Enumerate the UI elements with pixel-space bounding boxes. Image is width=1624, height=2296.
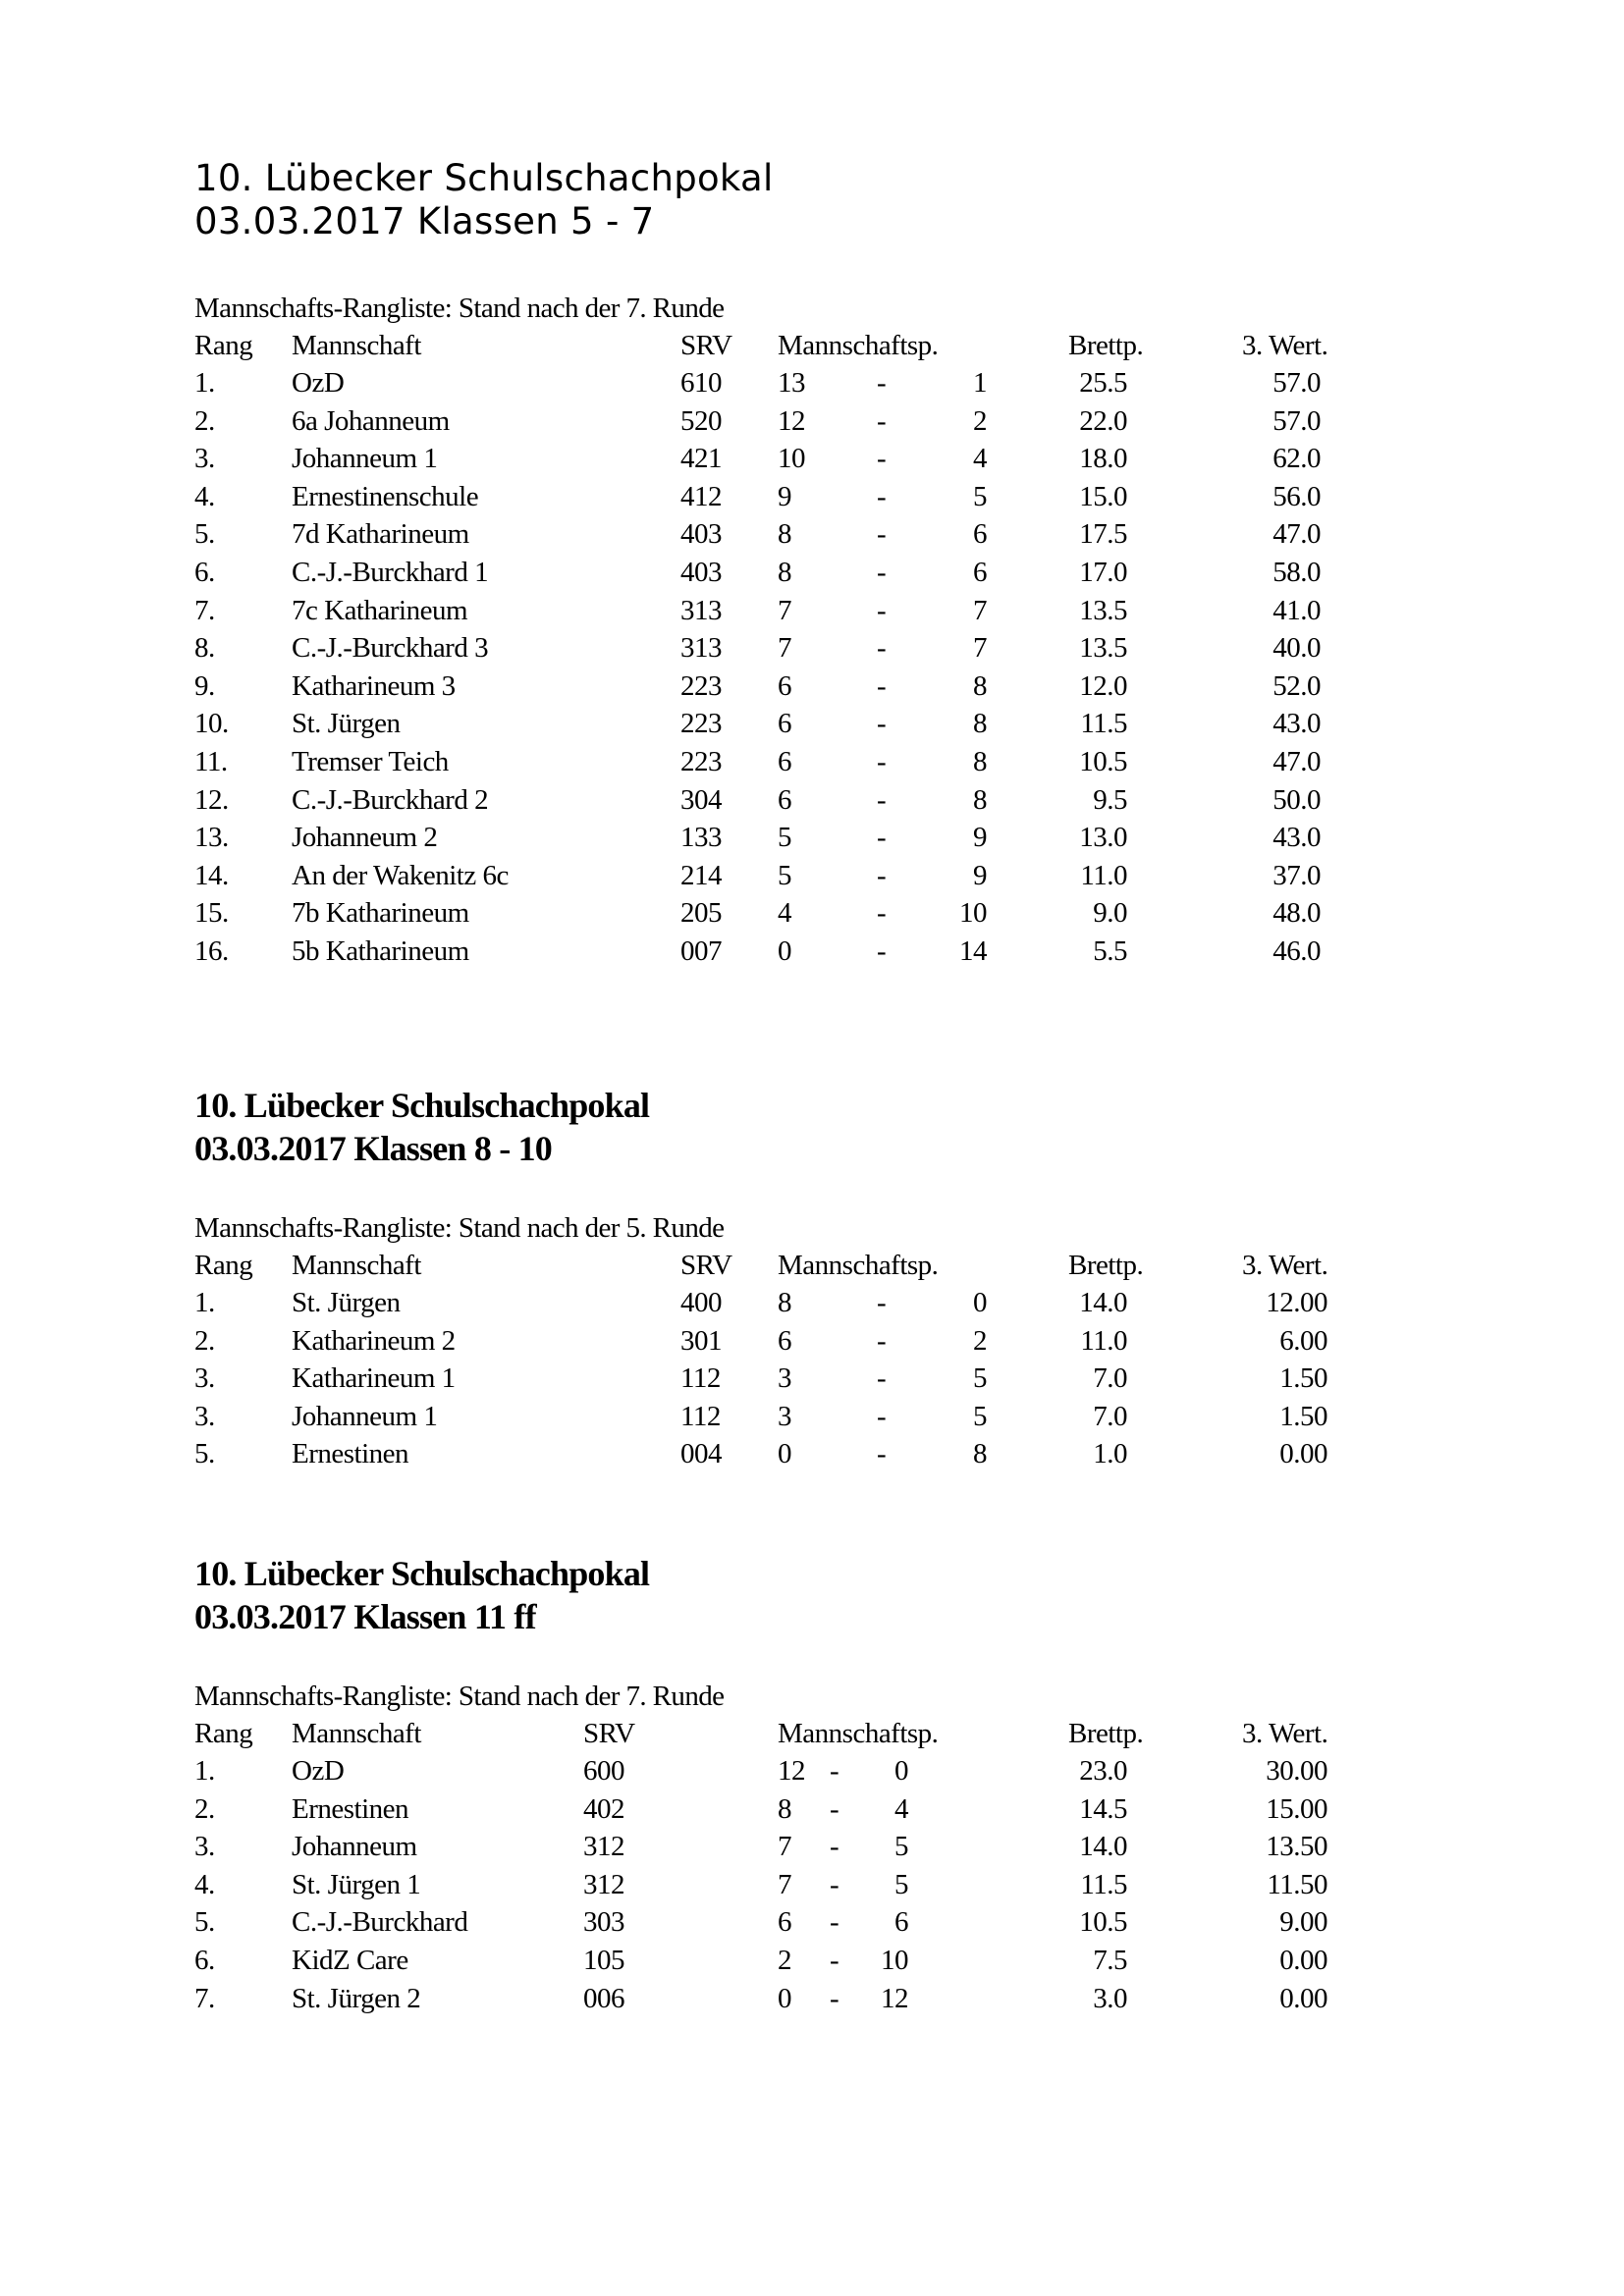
match-points-won-cell: 7 bbox=[778, 594, 791, 626]
team-name-cell: 5b Katharineum bbox=[292, 935, 469, 967]
table-row bbox=[0, 1360, 1624, 1397]
table-row bbox=[0, 933, 1624, 970]
match-points-won-cell: 8 bbox=[778, 1792, 791, 1825]
match-points-won-cell: 8 bbox=[778, 1287, 791, 1318]
table-row bbox=[0, 743, 1624, 780]
match-points-separator: - bbox=[877, 632, 887, 665]
team-name-cell: C.-J.-Burckhard 1 bbox=[292, 557, 489, 588]
board-points-cell: 14.0 bbox=[1079, 1287, 1127, 1318]
third-tiebreak-cell: 37.0 bbox=[1272, 859, 1321, 891]
team-name-cell: Katharineum 2 bbox=[292, 1324, 456, 1357]
table-row bbox=[0, 819, 1624, 856]
team-name-cell: St. Jürgen 1 bbox=[292, 1868, 421, 1900]
team-name-cell: C.-J.-Burckhard 3 bbox=[292, 632, 489, 665]
table-row bbox=[0, 440, 1624, 477]
srv-cell: 600 bbox=[583, 1755, 624, 1787]
rank-cell: 3. bbox=[194, 1362, 215, 1395]
table-row bbox=[0, 1435, 1624, 1472]
match-points-separator: - bbox=[877, 594, 887, 626]
srv-cell: 313 bbox=[680, 594, 722, 626]
third-tiebreak-cell: 43.0 bbox=[1272, 708, 1321, 740]
table-header bbox=[0, 327, 1624, 364]
match-points-won-cell: 4 bbox=[778, 897, 791, 930]
board-points-cell: 11.5 bbox=[1080, 1868, 1127, 1900]
srv-cell: 004 bbox=[680, 1438, 722, 1470]
match-points-lost-cell: 2 bbox=[973, 404, 987, 437]
srv-cell: 007 bbox=[680, 935, 722, 967]
header-mannschaftsp: Mannschaftsp. bbox=[778, 330, 939, 361]
srv-cell: 412 bbox=[680, 480, 722, 512]
header-3-wert: 3. Wert. bbox=[1242, 330, 1328, 361]
srv-cell: 400 bbox=[680, 1287, 722, 1318]
rank-cell: 9. bbox=[194, 669, 215, 702]
srv-cell: 312 bbox=[583, 1868, 624, 1900]
match-points-separator: - bbox=[877, 1362, 887, 1395]
section-date-class: 03.03.2017 Klassen 8 - 10 bbox=[194, 1129, 553, 1168]
board-points-cell: 10.5 bbox=[1079, 746, 1127, 777]
match-points-separator: - bbox=[877, 480, 887, 512]
match-points-lost-cell: 1 bbox=[973, 367, 987, 399]
rank-cell: 3. bbox=[194, 443, 215, 475]
rank-cell: 16. bbox=[194, 935, 229, 967]
third-tiebreak-cell: 15.00 bbox=[1266, 1792, 1327, 1825]
team-name-cell: C.-J.-Burckhard 2 bbox=[292, 783, 489, 816]
match-points-won-cell: 5 bbox=[778, 822, 791, 854]
srv-cell: 303 bbox=[583, 1906, 624, 1939]
table-row bbox=[0, 629, 1624, 667]
rank-cell: 7. bbox=[194, 594, 215, 626]
team-name-cell: Ernestinen bbox=[292, 1438, 409, 1470]
team-name-cell: Ernestinenschule bbox=[292, 480, 479, 512]
match-points-separator: - bbox=[830, 1792, 839, 1825]
match-points-lost-cell: 0 bbox=[894, 1755, 908, 1787]
match-points-won-cell: 7 bbox=[778, 1868, 791, 1900]
table-row bbox=[0, 1398, 1624, 1435]
match-points-separator: - bbox=[830, 1982, 839, 2014]
third-tiebreak-cell: 1.50 bbox=[1279, 1400, 1327, 1432]
match-points-won-cell: 6 bbox=[778, 783, 791, 816]
header-3-wert: 3. Wert. bbox=[1242, 1250, 1328, 1281]
third-tiebreak-cell: 11.50 bbox=[1267, 1868, 1327, 1900]
table-row bbox=[0, 667, 1624, 705]
match-points-separator: - bbox=[877, 367, 887, 399]
table-header bbox=[0, 1247, 1624, 1284]
match-points-won-cell: 7 bbox=[778, 1831, 791, 1863]
srv-cell: 312 bbox=[583, 1831, 624, 1863]
team-name-cell: OzD bbox=[292, 1755, 345, 1787]
srv-cell: 105 bbox=[583, 1945, 624, 1976]
rank-cell: 3. bbox=[194, 1400, 215, 1432]
header-rang: Rang bbox=[194, 1250, 253, 1281]
board-points-cell: 9.5 bbox=[1093, 783, 1127, 816]
match-points-lost-cell: 14 bbox=[959, 935, 987, 967]
board-points-cell: 13.5 bbox=[1079, 594, 1127, 626]
srv-cell: 403 bbox=[680, 557, 722, 588]
match-points-separator: - bbox=[877, 897, 887, 930]
match-points-won-cell: 12 bbox=[778, 1755, 805, 1787]
table-row bbox=[0, 1284, 1624, 1321]
team-name-cell: Tremser Teich bbox=[292, 746, 449, 777]
srv-cell: 133 bbox=[680, 822, 722, 854]
match-points-separator: - bbox=[877, 404, 887, 437]
table-row bbox=[0, 1903, 1624, 1941]
third-tiebreak-cell: 6.00 bbox=[1279, 1324, 1327, 1357]
match-points-lost-cell: 7 bbox=[973, 632, 987, 665]
match-points-lost-cell: 5 bbox=[973, 1400, 987, 1432]
header-mannschaft: Mannschaft bbox=[292, 1250, 421, 1281]
match-points-lost-cell: 8 bbox=[973, 746, 987, 777]
team-name-cell: Johanneum bbox=[292, 1831, 417, 1863]
match-points-lost-cell: 4 bbox=[894, 1792, 908, 1825]
board-points-cell: 12.0 bbox=[1079, 669, 1127, 702]
table-row bbox=[0, 515, 1624, 553]
rank-cell: 13. bbox=[194, 822, 229, 854]
board-points-cell: 23.0 bbox=[1079, 1755, 1127, 1787]
team-name-cell: An der Wakenitz 6c bbox=[292, 859, 509, 891]
header-rang: Rang bbox=[194, 1718, 253, 1749]
section-title: 10. Lübecker Schulschachpokal bbox=[194, 1554, 650, 1593]
third-tiebreak-cell: 56.0 bbox=[1272, 480, 1321, 512]
board-points-cell: 22.0 bbox=[1079, 404, 1127, 437]
table-row bbox=[0, 1980, 1624, 2017]
board-points-cell: 7.5 bbox=[1093, 1945, 1127, 1976]
table-row bbox=[0, 1322, 1624, 1360]
rank-cell: 7. bbox=[194, 1982, 215, 2014]
third-tiebreak-cell: 47.0 bbox=[1272, 746, 1321, 777]
third-tiebreak-cell: 41.0 bbox=[1272, 594, 1321, 626]
board-points-cell: 11.0 bbox=[1080, 1324, 1127, 1357]
match-points-separator: - bbox=[877, 822, 887, 854]
board-points-cell: 10.5 bbox=[1079, 1906, 1127, 1939]
match-points-separator: - bbox=[877, 1400, 887, 1432]
table-row bbox=[0, 364, 1624, 401]
header-brettp: Brettp. bbox=[1068, 330, 1144, 361]
match-points-won-cell: 13 bbox=[778, 367, 805, 399]
team-name-cell: St. Jürgen bbox=[292, 1287, 401, 1318]
match-points-lost-cell: 5 bbox=[973, 480, 987, 512]
table-row bbox=[0, 781, 1624, 819]
match-points-won-cell: 6 bbox=[778, 1906, 791, 1939]
match-points-lost-cell: 5 bbox=[973, 1362, 987, 1395]
header-srv: SRV bbox=[680, 1250, 732, 1281]
third-tiebreak-cell: 47.0 bbox=[1272, 518, 1321, 551]
rank-cell: 5. bbox=[194, 1438, 215, 1470]
rank-cell: 6. bbox=[194, 1945, 215, 1976]
third-tiebreak-cell: 52.0 bbox=[1272, 669, 1321, 702]
srv-cell: 223 bbox=[680, 746, 722, 777]
srv-cell: 223 bbox=[680, 669, 722, 702]
rank-cell: 8. bbox=[194, 632, 215, 665]
srv-cell: 421 bbox=[680, 443, 722, 475]
ranking-subtitle: Mannschafts-Rangliste: Stand nach der 7. Runde bbox=[194, 1681, 725, 1712]
board-points-cell: 9.0 bbox=[1093, 897, 1127, 930]
third-tiebreak-cell: 62.0 bbox=[1272, 443, 1321, 475]
third-tiebreak-cell: 46.0 bbox=[1272, 935, 1321, 967]
team-name-cell: OzD bbox=[292, 367, 345, 399]
match-points-won-cell: 6 bbox=[778, 669, 791, 702]
team-name-cell: 7b Katharineum bbox=[292, 897, 469, 930]
board-points-cell: 5.5 bbox=[1093, 935, 1127, 967]
rank-cell: 5. bbox=[194, 1906, 215, 1939]
match-points-lost-cell: 8 bbox=[973, 1438, 987, 1470]
match-points-lost-cell: 10 bbox=[959, 897, 987, 930]
rank-cell: 4. bbox=[194, 480, 215, 512]
third-tiebreak-cell: 1.50 bbox=[1279, 1362, 1327, 1395]
match-points-lost-cell: 12 bbox=[881, 1982, 908, 2014]
board-points-cell: 17.0 bbox=[1079, 557, 1127, 588]
match-points-lost-cell: 6 bbox=[973, 518, 987, 551]
header-mannschaft: Mannschaft bbox=[292, 330, 421, 361]
match-points-lost-cell: 8 bbox=[973, 669, 987, 702]
rank-cell: 2. bbox=[194, 404, 215, 437]
srv-cell: 402 bbox=[583, 1792, 624, 1825]
table-row bbox=[0, 1752, 1624, 1789]
table-row bbox=[0, 592, 1624, 629]
rank-cell: 11. bbox=[194, 746, 228, 777]
match-points-lost-cell: 4 bbox=[973, 443, 987, 475]
match-points-lost-cell: 9 bbox=[973, 859, 987, 891]
match-points-won-cell: 0 bbox=[778, 1982, 791, 2014]
match-points-won-cell: 12 bbox=[778, 404, 805, 437]
match-points-won-cell: 9 bbox=[778, 480, 791, 512]
match-points-separator: - bbox=[877, 1324, 887, 1357]
match-points-separator: - bbox=[877, 859, 887, 891]
match-points-lost-cell: 6 bbox=[894, 1906, 908, 1939]
match-points-separator: - bbox=[830, 1868, 839, 1900]
rank-cell: 14. bbox=[194, 859, 229, 891]
match-points-won-cell: 3 bbox=[778, 1362, 791, 1395]
match-points-won-cell: 5 bbox=[778, 859, 791, 891]
team-name-cell: 6a Johanneum bbox=[292, 404, 450, 437]
board-points-cell: 25.5 bbox=[1079, 367, 1127, 399]
match-points-lost-cell: 7 bbox=[973, 594, 987, 626]
match-points-lost-cell: 8 bbox=[973, 708, 987, 740]
third-tiebreak-cell: 58.0 bbox=[1272, 557, 1321, 588]
third-tiebreak-cell: 43.0 bbox=[1272, 822, 1321, 854]
rank-cell: 15. bbox=[194, 897, 229, 930]
match-points-separator: - bbox=[877, 1438, 887, 1470]
match-points-lost-cell: 5 bbox=[894, 1868, 908, 1900]
team-name-cell: KidZ Care bbox=[292, 1945, 408, 1976]
table-row bbox=[0, 1942, 1624, 1979]
ranking-subtitle: Mannschafts-Rangliste: Stand nach der 7. Runde bbox=[194, 293, 725, 324]
match-points-won-cell: 8 bbox=[778, 557, 791, 588]
srv-cell: 223 bbox=[680, 708, 722, 740]
match-points-won-cell: 3 bbox=[778, 1400, 791, 1432]
team-name-cell: Katharineum 1 bbox=[292, 1362, 456, 1395]
third-tiebreak-cell: 57.0 bbox=[1272, 404, 1321, 437]
match-points-won-cell: 0 bbox=[778, 935, 791, 967]
table-row bbox=[0, 1828, 1624, 1865]
third-tiebreak-cell: 13.50 bbox=[1266, 1831, 1327, 1863]
third-tiebreak-cell: 0.00 bbox=[1279, 1438, 1327, 1470]
table-row bbox=[0, 894, 1624, 932]
match-points-won-cell: 8 bbox=[778, 518, 791, 551]
board-points-cell: 13.5 bbox=[1079, 632, 1127, 665]
match-points-separator: - bbox=[877, 708, 887, 740]
match-points-separator: - bbox=[877, 669, 887, 702]
section-date-class: 03.03.2017 Klassen 11 ff bbox=[194, 1597, 536, 1636]
board-points-cell: 14.5 bbox=[1079, 1792, 1127, 1825]
match-points-lost-cell: 10 bbox=[881, 1945, 908, 1976]
table-row bbox=[0, 857, 1624, 894]
third-tiebreak-cell: 50.0 bbox=[1272, 783, 1321, 816]
third-tiebreak-cell: 0.00 bbox=[1279, 1982, 1327, 2014]
match-points-won-cell: 6 bbox=[778, 708, 791, 740]
team-name-cell: C.-J.-Burckhard bbox=[292, 1906, 468, 1939]
match-points-lost-cell: 8 bbox=[973, 783, 987, 816]
rank-cell: 10. bbox=[194, 708, 229, 740]
third-tiebreak-cell: 9.00 bbox=[1279, 1906, 1327, 1939]
rank-cell: 6. bbox=[194, 557, 215, 588]
match-points-won-cell: 2 bbox=[778, 1945, 791, 1976]
table-row bbox=[0, 1866, 1624, 1903]
srv-cell: 006 bbox=[583, 1982, 624, 2014]
third-tiebreak-cell: 12.00 bbox=[1266, 1287, 1327, 1318]
team-name-cell: Johanneum 2 bbox=[292, 822, 438, 854]
rank-cell: 2. bbox=[194, 1324, 215, 1357]
board-points-cell: 14.0 bbox=[1079, 1831, 1127, 1863]
table-row bbox=[0, 402, 1624, 440]
header-3-wert: 3. Wert. bbox=[1242, 1718, 1328, 1749]
srv-cell: 214 bbox=[680, 859, 722, 891]
match-points-separator: - bbox=[830, 1906, 839, 1939]
header-srv: SRV bbox=[680, 330, 732, 361]
srv-cell: 520 bbox=[680, 404, 722, 437]
header-mannschaftsp: Mannschaftsp. bbox=[778, 1250, 939, 1281]
match-points-separator: - bbox=[830, 1945, 839, 1976]
ranking-subtitle: Mannschafts-Rangliste: Stand nach der 5. Runde bbox=[194, 1212, 725, 1244]
third-tiebreak-cell: 48.0 bbox=[1272, 897, 1321, 930]
team-name-cell: 7c Katharineum bbox=[292, 594, 468, 626]
match-points-lost-cell: 6 bbox=[973, 557, 987, 588]
header-brettp: Brettp. bbox=[1068, 1250, 1144, 1281]
header-mannschaftsp: Mannschaftsp. bbox=[778, 1718, 939, 1749]
board-points-cell: 11.5 bbox=[1080, 708, 1127, 740]
match-points-won-cell: 0 bbox=[778, 1438, 791, 1470]
match-points-separator: - bbox=[877, 746, 887, 777]
match-points-won-cell: 6 bbox=[778, 746, 791, 777]
match-points-separator: - bbox=[830, 1831, 839, 1863]
third-tiebreak-cell: 0.00 bbox=[1279, 1945, 1327, 1976]
table-row bbox=[0, 705, 1624, 742]
rank-cell: 4. bbox=[194, 1868, 215, 1900]
match-points-lost-cell: 9 bbox=[973, 822, 987, 854]
match-points-separator: - bbox=[877, 1287, 887, 1318]
rank-cell: 2. bbox=[194, 1792, 215, 1825]
header-mannschaft: Mannschaft bbox=[292, 1718, 421, 1749]
board-points-cell: 17.5 bbox=[1079, 518, 1127, 551]
board-points-cell: 15.0 bbox=[1079, 480, 1127, 512]
srv-cell: 313 bbox=[680, 632, 722, 665]
team-name-cell: Johanneum 1 bbox=[292, 1400, 438, 1432]
match-points-lost-cell: 2 bbox=[973, 1324, 987, 1357]
third-tiebreak-cell: 57.0 bbox=[1272, 367, 1321, 399]
section-title: 10. Lübecker Schulschachpokal bbox=[194, 1086, 650, 1125]
team-name-cell: Katharineum 3 bbox=[292, 669, 456, 702]
rank-cell: 5. bbox=[194, 518, 215, 551]
match-points-lost-cell: 5 bbox=[894, 1831, 908, 1863]
table-row bbox=[0, 1790, 1624, 1828]
srv-cell: 205 bbox=[680, 897, 722, 930]
table-row bbox=[0, 554, 1624, 591]
rank-cell: 1. bbox=[194, 1755, 215, 1787]
srv-cell: 301 bbox=[680, 1324, 722, 1357]
table-row bbox=[0, 478, 1624, 515]
header-rang: Rang bbox=[194, 330, 253, 361]
third-tiebreak-cell: 40.0 bbox=[1272, 632, 1321, 665]
board-points-cell: 18.0 bbox=[1079, 443, 1127, 475]
match-points-won-cell: 6 bbox=[778, 1324, 791, 1357]
team-name-cell: 7d Katharineum bbox=[292, 518, 469, 551]
match-points-separator: - bbox=[877, 443, 887, 475]
team-name-cell: St. Jürgen bbox=[292, 708, 401, 740]
match-points-won-cell: 10 bbox=[778, 443, 805, 475]
match-points-lost-cell: 0 bbox=[973, 1287, 987, 1318]
srv-cell: 304 bbox=[680, 783, 722, 816]
match-points-separator: - bbox=[877, 518, 887, 551]
srv-cell: 403 bbox=[680, 518, 722, 551]
team-name-cell: Ernestinen bbox=[292, 1792, 409, 1825]
match-points-separator: - bbox=[877, 557, 887, 588]
srv-cell: 112 bbox=[680, 1400, 721, 1432]
match-points-won-cell: 7 bbox=[778, 632, 791, 665]
table-header bbox=[0, 1715, 1624, 1752]
match-points-separator: - bbox=[877, 783, 887, 816]
srv-cell: 112 bbox=[680, 1362, 721, 1395]
section-title: 10. Lübecker Schulschachpokal bbox=[194, 157, 774, 199]
team-name-cell: Johanneum 1 bbox=[292, 443, 438, 475]
match-points-separator: - bbox=[877, 935, 887, 967]
header-srv: SRV bbox=[583, 1718, 635, 1749]
board-points-cell: 3.0 bbox=[1093, 1982, 1127, 2014]
team-name-cell: St. Jürgen 2 bbox=[292, 1982, 421, 2014]
rank-cell: 3. bbox=[194, 1831, 215, 1863]
rank-cell: 1. bbox=[194, 367, 215, 399]
board-points-cell: 11.0 bbox=[1080, 859, 1127, 891]
third-tiebreak-cell: 30.00 bbox=[1266, 1755, 1327, 1787]
srv-cell: 610 bbox=[680, 367, 722, 399]
rank-cell: 1. bbox=[194, 1287, 215, 1318]
header-brettp: Brettp. bbox=[1068, 1718, 1144, 1749]
board-points-cell: 7.0 bbox=[1093, 1362, 1127, 1395]
section-date-class: 03.03.2017 Klassen 5 - 7 bbox=[194, 200, 655, 242]
match-points-separator: - bbox=[830, 1755, 839, 1787]
board-points-cell: 13.0 bbox=[1079, 822, 1127, 854]
rank-cell: 12. bbox=[194, 783, 229, 816]
board-points-cell: 1.0 bbox=[1093, 1438, 1127, 1470]
board-points-cell: 7.0 bbox=[1093, 1400, 1127, 1432]
